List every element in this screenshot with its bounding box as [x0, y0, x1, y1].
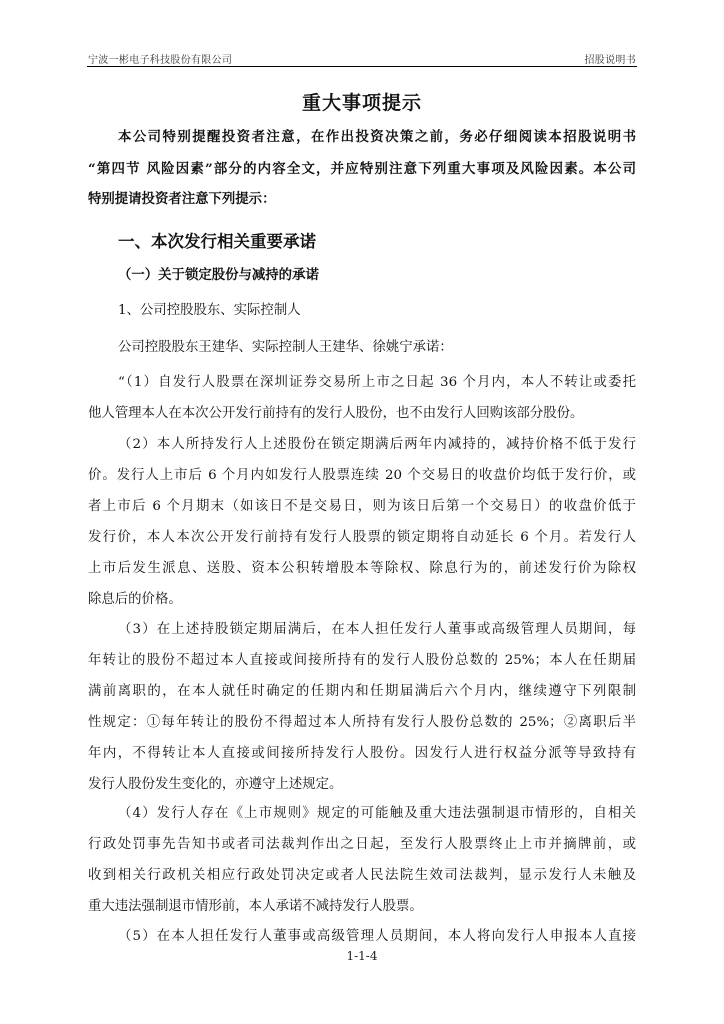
paragraph-line: 他人管理本人在本次公开发行前持有的发行人股份，也不由发行人回购该部分股份。 — [88, 406, 584, 421]
commit-intro: 公司控股股东王建华、实际控制人王建华、徐姚宁承诺： — [118, 340, 453, 355]
section-heading: 一、本次发行相关重要承诺 — [118, 232, 316, 251]
intro-line: 本公司特别提醒投资者注意，在作出投资决策之前，务必仔细阅读本招股说明书 — [118, 129, 636, 145]
paragraph-line: 发行价，本人本次公开发行前持有发行人股票的锁定期将自动延长 6 个月。若发行人 — [88, 530, 636, 545]
paragraph-line: 性规定：①每年转让的股份不得超过本人所持有发行人股份总数的 25%；②离职后半 — [88, 715, 636, 730]
page-number: 1-1-4 — [346, 949, 378, 963]
paragraph-line: 年内，不得转让本人直接或间接所持发行人股份。因发行人进行权益分派等导致持有 — [88, 746, 636, 761]
paragraph-line: 重大违法强制退市情形前，本人承诺不减持发行人股票。 — [88, 899, 423, 914]
paragraph-line: “（1）自发行人股票在深圳证券交易所上市之日起 36 个月内，本人不转让或委托 — [118, 375, 636, 390]
paragraph-line: 者上市后 6 个月期末（如该日不是交易日，则为该日后第一个交易日）的收盘价低于 — [88, 499, 636, 514]
header-doc-type: 招股说明书 — [584, 55, 636, 66]
paragraph-line: 发行人股份发生变化的，亦遵守上述规定。 — [88, 777, 343, 792]
intro-line: “第四节 风险因素”部分的内容全文，并应特别注意下列重大事项及风险因素。本公司 — [88, 161, 636, 177]
item-heading: 1、公司控股股东、实际控制人 — [118, 303, 301, 318]
paragraph-line: （3）在上述持股锁定期届满后，在本人担任发行人董事或高级管理人员期间，每 — [118, 622, 636, 637]
paragraph-line: 行政处罚事先告知书或者司法裁判作出之日起，至发行人股票终止上市并摘牌前，或 — [88, 837, 636, 852]
subsection-heading: （一）关于锁定股份与减持的承诺 — [118, 268, 319, 283]
paragraph-line: （4）发行人存在《上市规则》规定的可能触及重大违法强制退市情形的，自相关 — [118, 806, 636, 821]
paragraph-line: 除息后的价格。 — [88, 592, 182, 607]
page-title: 重大事项提示 — [301, 92, 422, 114]
paragraph-line: 上市后发生派息、送股、资本公积转增股本等除权、除息行为的，前述发行价为除权 — [88, 561, 636, 576]
paragraph-line: 满前离职的，在本人就任时确定的任期内和任期届满后六个月内，继续遵守下列限制 — [88, 684, 636, 699]
header-divider — [87, 66, 637, 67]
intro-line: 特别提请投资者注意下列提示： — [88, 191, 276, 207]
header-company: 宁波一彬电子科技股份有限公司 — [88, 55, 233, 66]
paragraph-line: （2）本人所持发行人上述股份在锁定期满后两年内减持的，减持价格不低于发行 — [118, 437, 636, 452]
paragraph-line: （5）在本人担任发行人董事或高级管理人员期间，本人将向发行人申报本人直接 — [118, 929, 636, 944]
paragraph-line: 年转让的股份不超过本人直接或间接所持有的发行人股份总数的 25%；本人在任期届 — [88, 653, 636, 668]
paragraph-line: 价。发行人上市后 6 个月内如发行人股票连续 20 个交易日的收盘价均低于发行价，或 — [88, 468, 636, 483]
paragraph-line: 收到相关行政机关相应行政处罚决定或者人民法院生效司法裁判，显示发行人未触及 — [88, 868, 636, 883]
